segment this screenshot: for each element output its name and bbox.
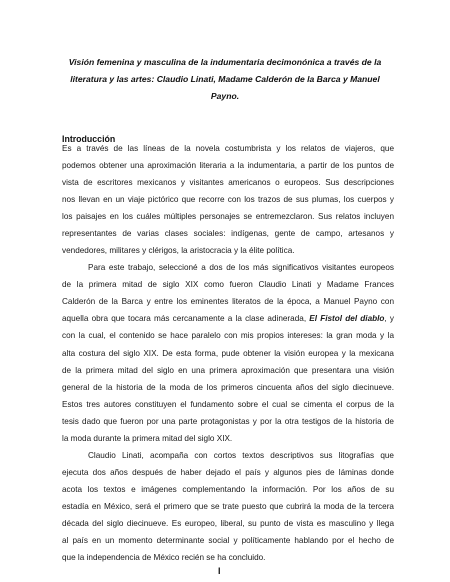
text-run: , y	[384, 314, 394, 324]
page-number: I	[218, 566, 221, 576]
book-title: El Fistol del diablo	[309, 314, 385, 324]
paragraph-2-line: general de la historia de la moda de los primeros cincuenta años del siglo diecinueve.	[62, 382, 394, 392]
paragraph-1-line: podemos obtener una aproximación literaria a la indumentaria, a partir de los puntos de	[62, 161, 394, 171]
paragraph-3-line: al país en un momento determinante social y políticamente hablando por el hecho de	[62, 535, 394, 545]
text-run: aquella obra que tocara más cercanamente a la clase adinerada,	[62, 314, 310, 324]
paragraph-3-line: Claudio Linati, acompaña con cortos textos descriptivos sus litografías que	[88, 450, 394, 460]
paragraph-1-line: vendedores, militares y clérigos, la aristocracia y la élite política.	[62, 246, 295, 256]
paragraph-3-line: estadía en México, será el primero que se trate puesto que cubrirá la moda de la tercera	[62, 501, 394, 511]
paper-title	[44, 54, 406, 105]
section-heading: Introducción	[62, 134, 116, 144]
paragraph-2-line: con la cual, el contenido se hace paralelo con mis propios intereses: la gran moda y la	[62, 331, 394, 341]
paragraph-3-line: década del siglo diecinueve. Es europeo, liberal, su punto de vista es masculino y llega	[62, 518, 394, 528]
paragraph-2-line: Estos tres autores constituyen el fundamento sobre el cual se cimenta el corpus de la	[62, 399, 394, 409]
paragraph-2-line: tesis dado que fueron por una parte protagonistas y por la otra testigos de la historia de	[62, 416, 394, 426]
paragraph-2-line	[62, 314, 394, 324]
paragraph-2-line: alta costura del siglo XIX. De esta forma, pude obtener la visión europea y la mexicana	[62, 348, 394, 358]
paragraph-2-line: de la primera mitad del siglo en una primera aproximación que presentara una visión	[62, 365, 394, 375]
paragraph-1-line: representantes de varias clases sociales: indígenas, gente de campo, artesanos y	[62, 229, 394, 239]
paragraph-2-line: la moda durante la primera mitad del siglo XIX.	[62, 433, 233, 443]
paragraph-3-line: ejecuta dos años después de haber dejado el país y algunos pies de láminas donde	[62, 467, 394, 477]
paragraph-2-line: Calderón de la Barca y entre los eminentes literatos de la época, a Manuel Payno con	[62, 297, 394, 307]
title-line: Visión femenina y masculina de la indumentaria decimonónica a través de la	[68, 57, 382, 67]
title-line: Payno.	[210, 91, 240, 101]
paragraph-1-line: vista de escritores mexicanos y visitantes americanos o europeos. Sus descripciones	[62, 178, 394, 188]
paragraph-2-line: de la primera mitad de siglo XIX como fueron Claudio Linati y Madame Frances	[62, 280, 394, 290]
paragraph-1-line: los paisajes en los cuáles múltiples personajes se entremezclaron. Sus relatos incluyen	[62, 212, 394, 222]
paragraph-2-line: Para este trabajo, seleccioné a dos de los más significativos visitantes europeos	[88, 263, 394, 273]
paragraph-3-line: acota los textos e imágenes complementando la información. Por los años de su	[62, 484, 394, 494]
paragraph-3-line: que la independencia de México recién se ha concluido.	[62, 553, 266, 562]
paragraph-1-line: nos llevan en un viaje pictórico que recorre con los trazos de sus plumas, los cuerpos y	[62, 195, 394, 205]
paragraph-1-line: Es a través de las líneas de la novela costumbrista y los relatos de viajeros, que	[62, 144, 394, 153]
title-line: literatura y las artes: Claudio Linati, Madame Calderón de la Barca y Manuel	[70, 74, 380, 84]
